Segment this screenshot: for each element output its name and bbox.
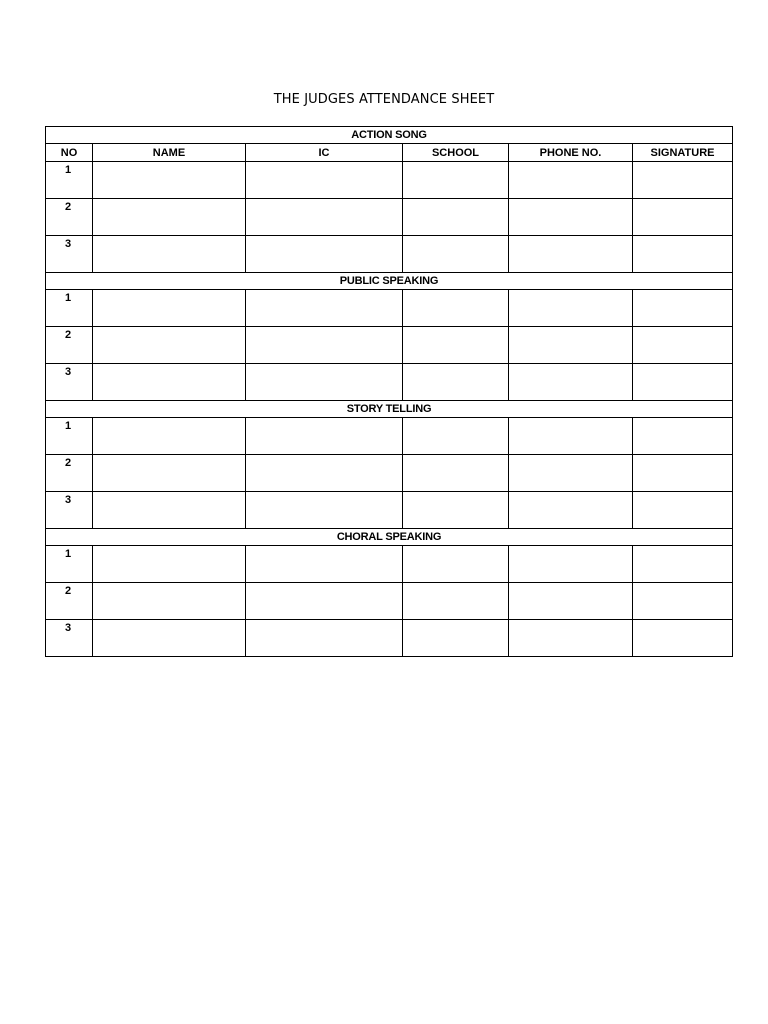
signature-cell[interactable] [633,546,733,583]
ic-cell[interactable] [246,162,403,199]
phone-cell[interactable] [509,418,633,455]
ic-cell[interactable] [246,455,403,492]
table-row [46,290,733,327]
table-row [46,583,733,620]
row-number: 1 [46,418,93,455]
name-cell[interactable] [93,327,246,364]
phone-cell[interactable] [509,455,633,492]
section-row-story-telling [46,401,733,418]
section-row-choral-speaking [46,529,733,546]
signature-cell[interactable] [633,162,733,199]
signature-cell[interactable] [633,364,733,401]
column-header-signature: SIGNATURE [633,144,733,162]
school-cell[interactable] [403,364,509,401]
ic-cell[interactable] [246,364,403,401]
row-number: 3 [46,620,93,657]
signature-cell[interactable] [633,236,733,273]
signature-cell[interactable] [633,583,733,620]
row-number: 3 [46,364,93,401]
ic-cell[interactable] [246,418,403,455]
table-row [46,162,733,199]
row-number: 3 [46,236,93,273]
section-title: PUBLIC SPEAKING [46,273,733,290]
ic-cell[interactable] [246,290,403,327]
ic-cell[interactable] [246,620,403,657]
ic-cell[interactable] [246,236,403,273]
name-cell[interactable] [93,492,246,529]
signature-cell[interactable] [633,492,733,529]
school-cell[interactable] [403,418,509,455]
phone-cell[interactable] [509,364,633,401]
signature-cell[interactable] [633,199,733,236]
row-number: 2 [46,327,93,364]
table-row [46,418,733,455]
phone-cell[interactable] [509,492,633,529]
column-header-ic: IC [246,144,403,162]
section-row-action-song [46,127,733,144]
ic-cell[interactable] [246,327,403,364]
row-number: 1 [46,162,93,199]
school-cell[interactable] [403,162,509,199]
name-cell[interactable] [93,546,246,583]
name-cell[interactable] [93,583,246,620]
name-cell[interactable] [93,418,246,455]
name-cell[interactable] [93,290,246,327]
column-header-school: SCHOOL [403,144,509,162]
name-cell[interactable] [93,620,246,657]
table-row [46,455,733,492]
page-title: THE JUDGES ATTENDANCE SHEET [273,92,495,107]
school-cell[interactable] [403,199,509,236]
phone-cell[interactable] [509,546,633,583]
ic-cell[interactable] [246,546,403,583]
school-cell[interactable] [403,620,509,657]
section-title: ACTION SONG [46,127,733,144]
row-number: 3 [46,492,93,529]
ic-cell[interactable] [246,199,403,236]
section-row-public-speaking [46,273,733,290]
name-cell[interactable] [93,455,246,492]
name-cell[interactable] [93,364,246,401]
phone-cell[interactable] [509,290,633,327]
row-number: 2 [46,199,93,236]
column-header-phone: PHONE NO. [509,144,633,162]
ic-cell[interactable] [246,583,403,620]
row-number: 2 [46,455,93,492]
school-cell[interactable] [403,327,509,364]
school-cell[interactable] [403,546,509,583]
table-row [46,620,733,657]
school-cell[interactable] [403,290,509,327]
phone-cell[interactable] [509,327,633,364]
phone-cell[interactable] [509,162,633,199]
signature-cell[interactable] [633,455,733,492]
phone-cell[interactable] [509,199,633,236]
column-header-name: NAME [93,144,246,162]
school-cell[interactable] [403,583,509,620]
table-row [46,327,733,364]
phone-cell[interactable] [509,583,633,620]
row-number: 2 [46,583,93,620]
table-row [46,236,733,273]
column-header-row [46,144,733,162]
school-cell[interactable] [403,236,509,273]
table-row [46,364,733,401]
school-cell[interactable] [403,455,509,492]
name-cell[interactable] [93,236,246,273]
signature-cell[interactable] [633,290,733,327]
row-number: 1 [46,290,93,327]
row-number: 1 [46,546,93,583]
name-cell[interactable] [93,162,246,199]
column-header-no: NO [46,144,93,162]
ic-cell[interactable] [246,492,403,529]
table-row [46,492,733,529]
attendance-table [45,126,733,657]
phone-cell[interactable] [509,620,633,657]
name-cell[interactable] [93,199,246,236]
signature-cell[interactable] [633,327,733,364]
signature-cell[interactable] [633,620,733,657]
table-row [46,199,733,236]
signature-cell[interactable] [633,418,733,455]
section-title: STORY TELLING [46,401,733,418]
school-cell[interactable] [403,492,509,529]
section-title: CHORAL SPEAKING [46,529,733,546]
phone-cell[interactable] [509,236,633,273]
table-row [46,546,733,583]
